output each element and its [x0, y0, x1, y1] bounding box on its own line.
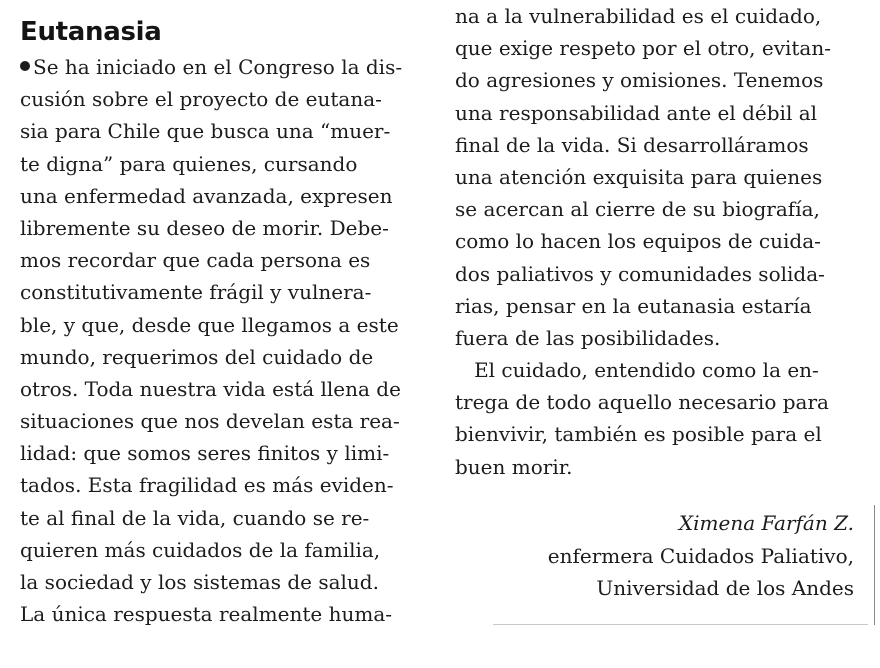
- text-line: trega de todo aquello necesario para: [455, 390, 829, 415]
- text-line: libremente su deseo de morir. Debe-: [20, 215, 389, 240]
- author-institution: Universidad de los Andes: [596, 576, 854, 600]
- text-line: dos paliativos y comunidades solida-: [455, 261, 825, 286]
- text-line: mos recordar que cada persona es: [20, 248, 371, 273]
- right-text-column: [455, 0, 865, 483]
- text-line: ble, y que, desde que llegamos a este: [20, 312, 399, 337]
- author-signature: [548, 507, 854, 605]
- text-line: que exige respeto por el otro, evitan-: [455, 36, 831, 61]
- text-line: tados. Esta fragilidad es más eviden-: [20, 473, 394, 498]
- right-divider: [874, 505, 875, 625]
- text-line: cusión sobre el proyecto de eutana-: [20, 87, 382, 112]
- text-line: te digna” para quienes, cursando: [20, 151, 358, 176]
- text-line: otros. Toda nuestra vida está llena de: [20, 376, 401, 401]
- text-line: rias, pensar en la eutanasia estaría: [455, 293, 812, 318]
- text-line-content: Se ha iniciado en el Congreso la dis-: [33, 55, 403, 79]
- left-text-column: [20, 51, 420, 630]
- author-name: Ximena Farfán Z.: [678, 511, 854, 535]
- text-line: constitutivamente frágil y vulnera-: [20, 280, 372, 305]
- text-line: do agresiones y omisiones. Tenemos: [455, 68, 824, 93]
- text-line: la sociedad y los sistemas de salud.: [20, 570, 379, 594]
- text-line: final de la vida. Si desarrolláramos: [455, 132, 809, 157]
- text-line: sia para Chile que busca una “muer-: [20, 119, 391, 144]
- text-line: como lo hacen los equipos de cuida-: [455, 229, 821, 254]
- text-line: situaciones que nos develan esta rea-: [20, 409, 400, 434]
- bullet-icon: [20, 61, 30, 71]
- text-line: se acercan al cierre de su biografía,: [455, 197, 820, 222]
- text-line: mundo, requerimos del cuidado de: [20, 344, 374, 369]
- text-line: bienvivir, también es posible para el: [455, 422, 822, 447]
- text-line: una atención exquisita para quienes: [455, 164, 823, 189]
- text-line: buen morir.: [455, 454, 573, 479]
- text-line: te al final de la vida, cuando se re-: [20, 505, 370, 530]
- text-line: una enfermedad avanzada, expresen: [20, 183, 393, 208]
- text-line: quieren más cuidados de la familia,: [20, 537, 381, 562]
- text-line: na a la vulnerabilidad es el cuidado,: [455, 4, 822, 28]
- text-line: El cuidado, entendido como la en-: [455, 358, 819, 383]
- text-line: [20, 51, 420, 83]
- author-role: enfermera Cuidados Paliativo,: [547, 543, 854, 568]
- bottom-divider: [493, 624, 868, 625]
- text-line: La única respuesta realmente huma-: [20, 602, 393, 627]
- text-line: fuera de las posibilidades.: [455, 325, 721, 350]
- text-line: una responsabilidad ante el débil al: [455, 100, 818, 125]
- text-line: lidad: que somos seres finitos y limi-: [20, 441, 390, 466]
- article-headline: Eutanasia: [20, 17, 162, 47]
